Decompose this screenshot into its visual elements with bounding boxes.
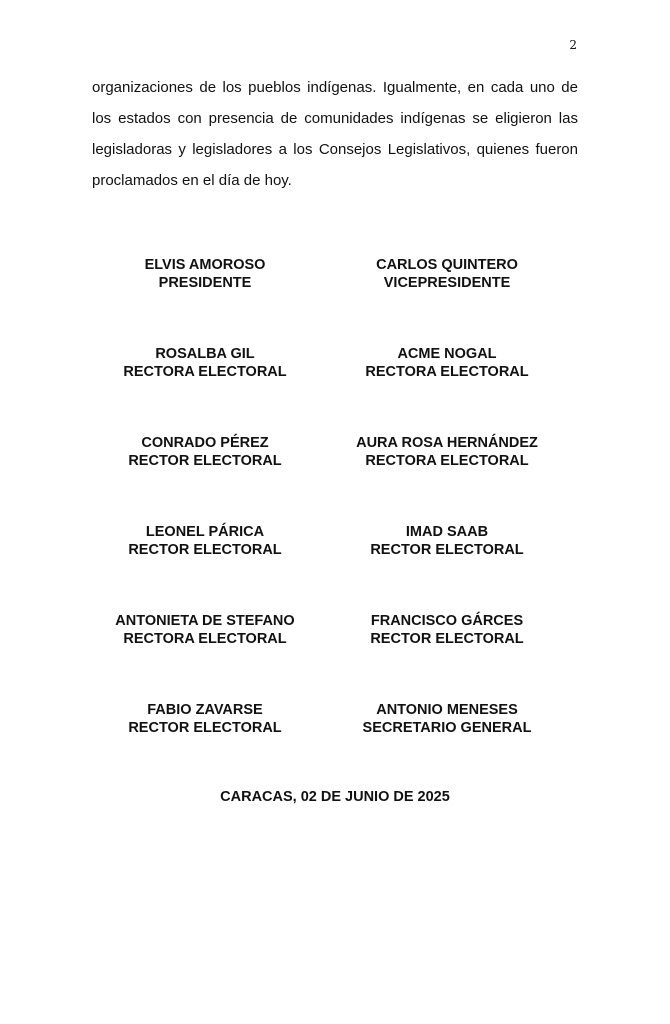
signatory-name: ROSALBA GIL xyxy=(155,346,255,362)
signatory-title: RECTORA ELECTORAL xyxy=(365,364,529,380)
signatory-name: IMAD SAAB xyxy=(405,524,489,540)
signature-block xyxy=(322,523,572,559)
signature-block xyxy=(80,345,330,381)
signature-grid xyxy=(80,256,600,790)
signatory-title: PRESIDENTE xyxy=(158,275,252,291)
signature-block xyxy=(80,523,330,559)
signatory-title: RECTORA ELECTORAL xyxy=(123,364,287,380)
signatory-name: FABIO ZAVARSE xyxy=(147,702,263,718)
signatory-name: FRANCISCO GÁRCES xyxy=(370,613,524,629)
signatory-title: VICEPRESIDENTE xyxy=(383,275,511,291)
signatory-name: LEONEL PÁRICA xyxy=(145,524,265,540)
signature-row xyxy=(80,523,600,612)
signature-block xyxy=(322,434,572,470)
signatory-title: RECTORA ELECTORAL xyxy=(123,631,287,647)
signature-row xyxy=(80,434,600,523)
signatory-title: RECTOR ELECTORAL xyxy=(128,720,282,736)
signature-block xyxy=(322,345,572,381)
signature-block xyxy=(322,256,572,292)
signature-block xyxy=(322,701,572,737)
signature-block xyxy=(80,612,330,648)
signatory-name: ELVIS AMOROSO xyxy=(144,257,266,273)
signatory-title: RECTOR ELECTORAL xyxy=(128,453,282,469)
signature-row xyxy=(80,256,600,345)
signatory-title: RECTOR ELECTORAL xyxy=(370,631,524,647)
body-paragraph: organizaciones de los pueblos indígenas. Igualmente, en cada uno de los estados con presencia de comunidades indígenas se eligieron las legisladoras y legisladores a los Consejos Legislativos, quienes fueron proclamados en el día de hoy. xyxy=(92,79,578,189)
signature-block xyxy=(80,434,330,470)
page-number: 2 xyxy=(569,38,577,52)
signatory-name: ACME NOGAL xyxy=(397,346,497,362)
signature-row xyxy=(80,345,600,434)
signatory-name: AURA ROSA HERNÁNDEZ xyxy=(356,435,538,451)
signatory-title: RECTOR ELECTORAL xyxy=(370,542,524,558)
signature-block xyxy=(322,612,572,648)
signatory-name: CARLOS QUINTERO xyxy=(376,257,518,273)
signatory-name: ANTONIETA DE STEFANO xyxy=(115,613,295,629)
signature-row xyxy=(80,701,600,790)
signatory-title: RECTORA ELECTORAL xyxy=(365,453,529,469)
signature-row xyxy=(80,612,600,701)
signatory-title: SECRETARIO GENERAL xyxy=(362,720,532,736)
place-date: CARACAS, 02 DE JUNIO DE 2025 xyxy=(220,789,450,805)
signatory-title: RECTOR ELECTORAL xyxy=(128,542,282,558)
signature-block xyxy=(80,701,330,737)
signature-block xyxy=(80,256,330,292)
signatory-name: ANTONIO MENESES xyxy=(376,702,518,718)
signatory-name: CONRADO PÉREZ xyxy=(141,435,269,451)
